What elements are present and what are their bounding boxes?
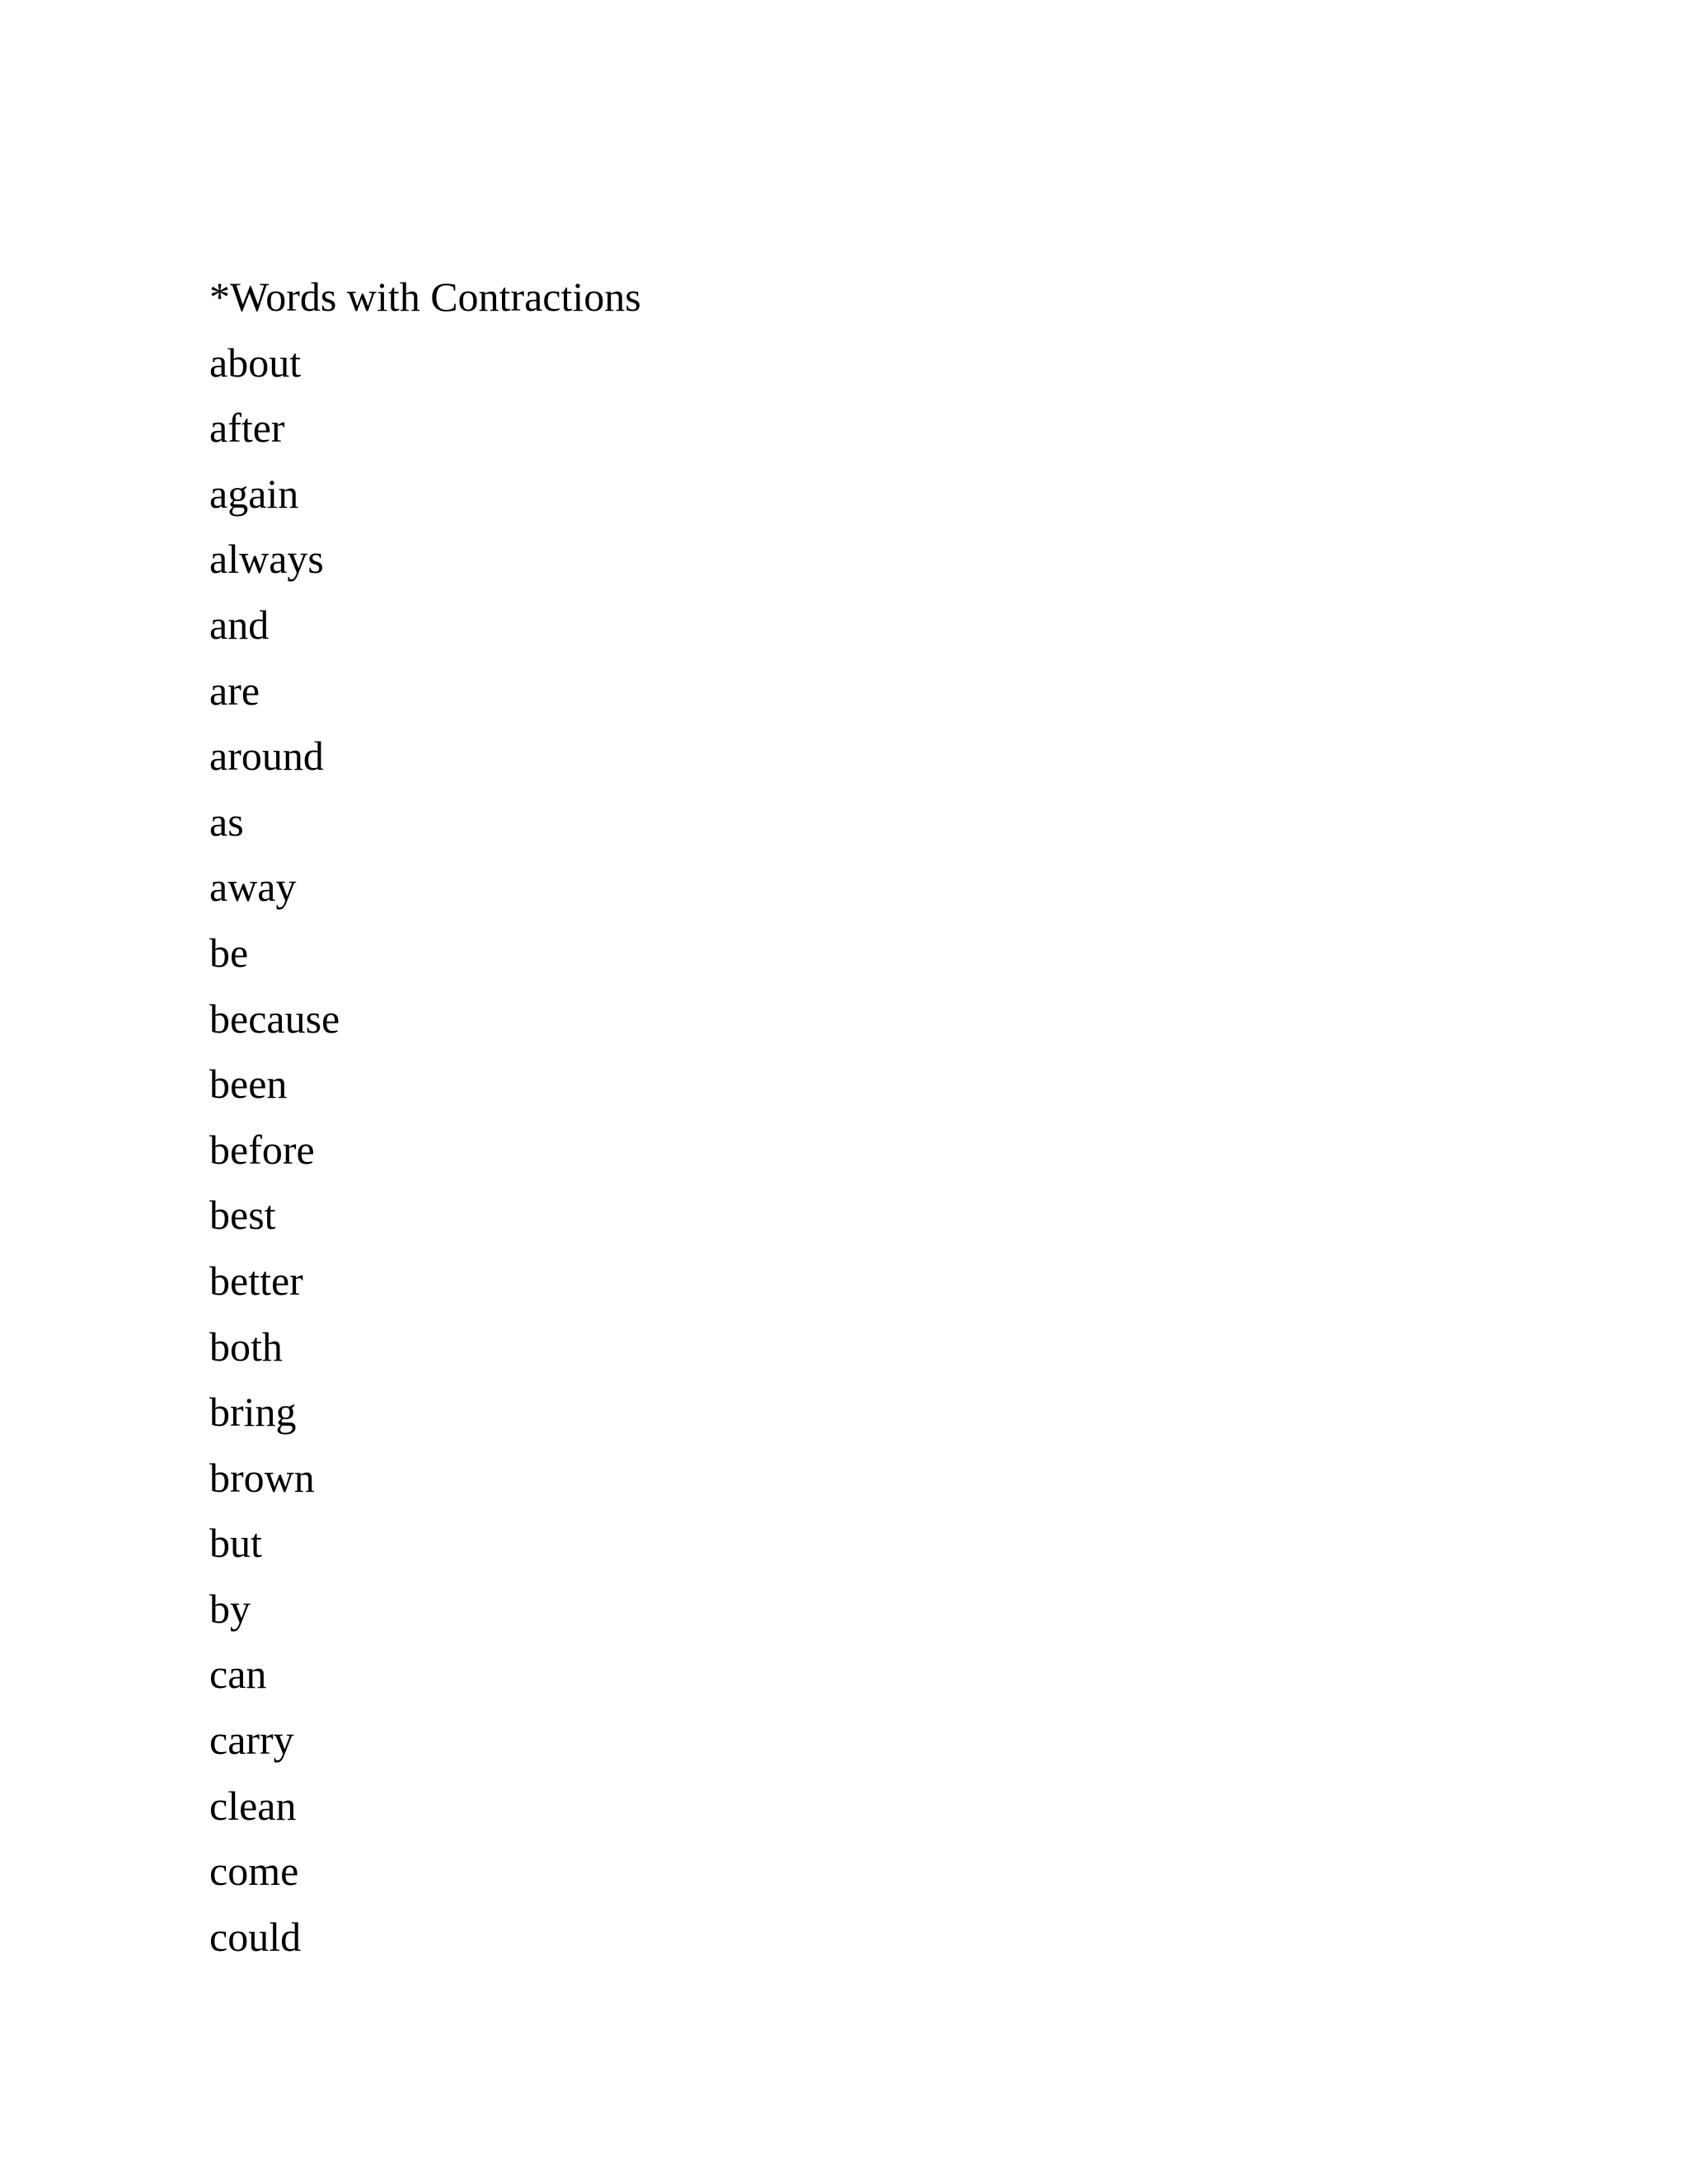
list-item: after bbox=[209, 405, 285, 452]
list-item: both bbox=[209, 1323, 283, 1370]
list-item: been bbox=[209, 1061, 288, 1108]
list-item: come bbox=[209, 1848, 299, 1895]
list-item: best bbox=[209, 1192, 276, 1239]
list-item: could bbox=[209, 1913, 302, 1960]
list-item: be bbox=[209, 929, 249, 976]
list-item: brown bbox=[209, 1454, 315, 1501]
list-item: always bbox=[209, 536, 324, 583]
list-item: clean bbox=[209, 1782, 297, 1829]
list-heading: *Words with Contractions bbox=[209, 274, 641, 320]
list-item: and bbox=[209, 601, 270, 648]
list-item: bring bbox=[209, 1389, 297, 1436]
list-item: before bbox=[209, 1126, 315, 1173]
list-item: as bbox=[209, 798, 244, 845]
list-item: about bbox=[209, 339, 302, 386]
list-item: carry bbox=[209, 1717, 294, 1764]
list-item: but bbox=[209, 1520, 262, 1567]
list-item: around bbox=[209, 733, 324, 780]
list-item: better bbox=[209, 1257, 303, 1304]
list-item: are bbox=[209, 667, 260, 714]
list-item: away bbox=[209, 864, 297, 911]
list-item: again bbox=[209, 470, 299, 517]
list-item: can bbox=[209, 1651, 267, 1698]
word-list bbox=[209, 265, 641, 1970]
list-item: by bbox=[209, 1585, 251, 1632]
list-item: because bbox=[209, 995, 340, 1042]
